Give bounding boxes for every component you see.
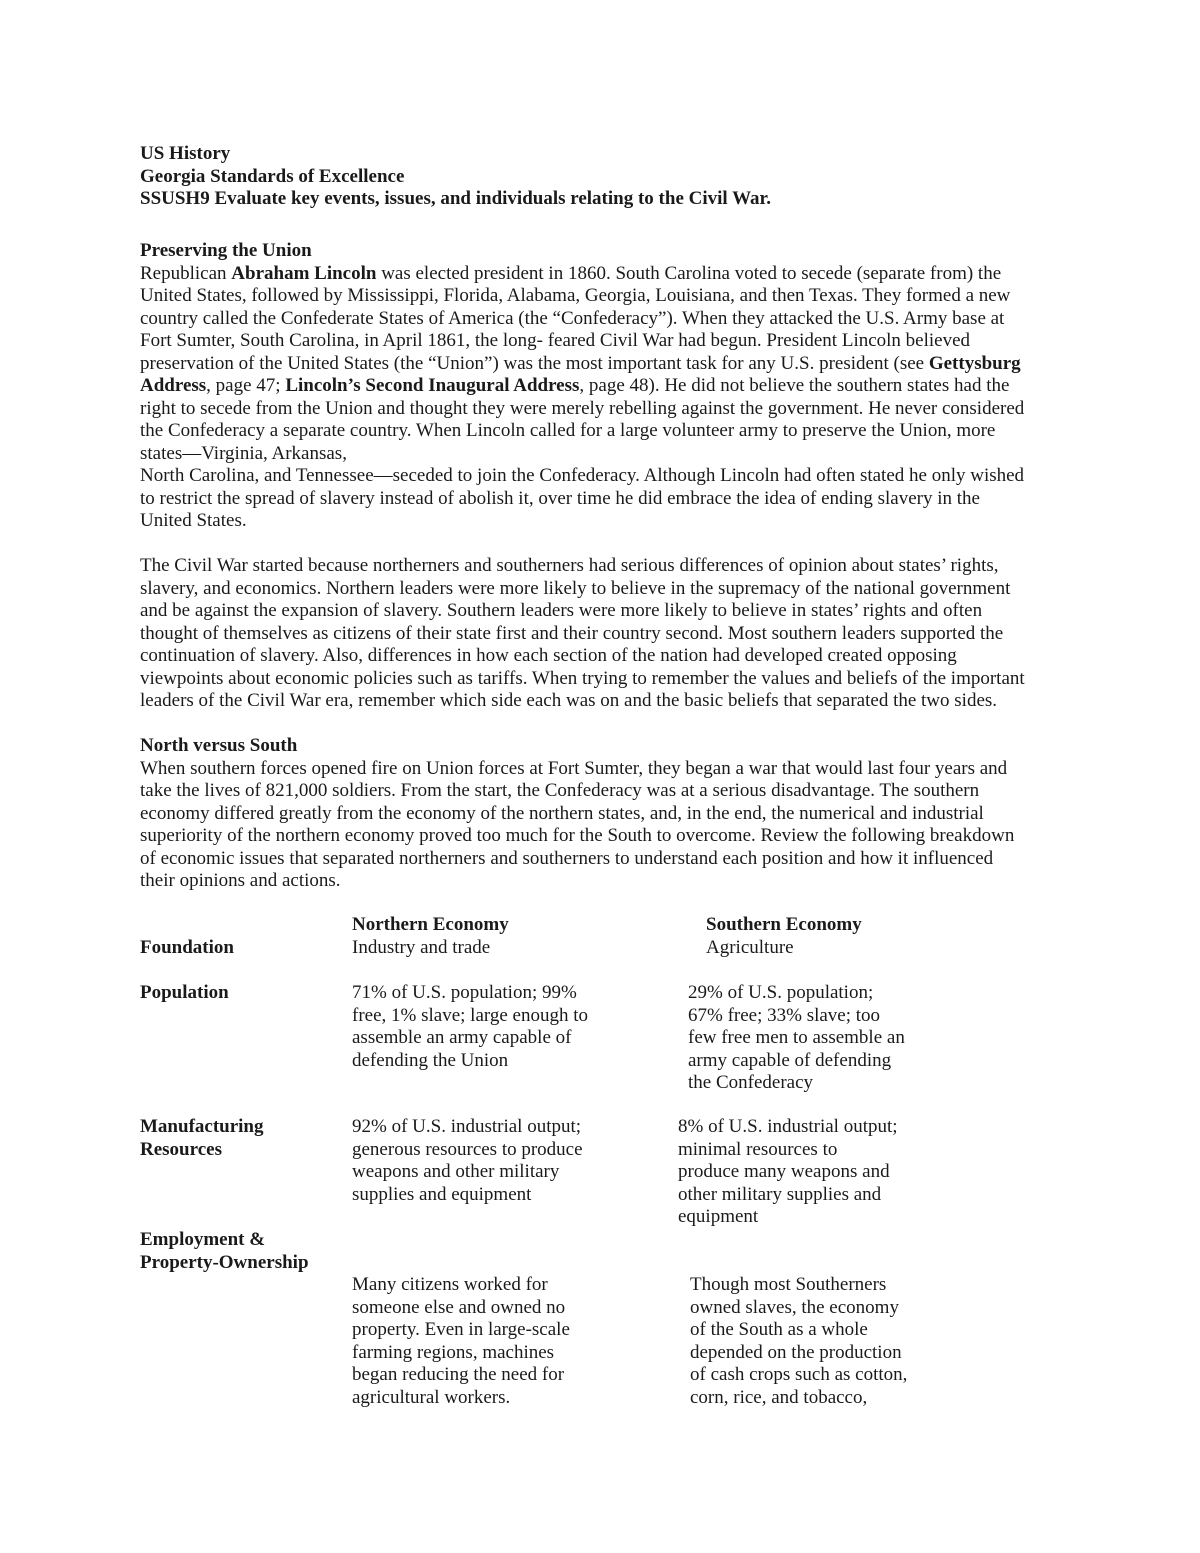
text-line: their opinions and actions. — [140, 870, 341, 891]
text-line: Resources — [140, 1138, 222, 1160]
standard-code-title: SSUSH9 Evaluate key events, issues, and individuals relating to the Civil War. — [140, 188, 771, 209]
text-line: of economic issues that separated northerners and southerners to understand each position and how it influenced — [140, 847, 994, 869]
course-title: US History — [140, 143, 231, 164]
row-label-manufacturing — [140, 1116, 264, 1161]
standards-title: Georgia Standards of Excellence — [140, 165, 405, 187]
text-line: of the South as a whole — [690, 1319, 868, 1340]
text-line: Property-Ownership — [140, 1251, 309, 1273]
text-line: leaders of the Civil War era, remember which side each was on and the basic beliefs that separated the two sides. — [140, 690, 998, 711]
text-line: Address, page 47; Lincoln’s Second Inaugural Address, page 48). He did not believe the southern states had the — [140, 375, 1010, 396]
text-line: the Confederacy — [688, 1072, 814, 1093]
text-line: states—Virginia, Arkansas, — [140, 442, 347, 464]
text-line: supplies and equipment — [352, 1183, 532, 1205]
text-line: economy differed greatly from the economy of the northern states, and, in the end, the numerical and industrial — [140, 802, 984, 824]
text-line: produce many weapons and — [678, 1161, 890, 1182]
text-line: to restrict the spread of slavery instead of abolish it, over time he did embrace the idea of ending slavery in the — [140, 487, 980, 509]
text-line: continuation of slavery. Also, differences in how each section of the nation had developed created opposing — [140, 645, 957, 666]
north-employment — [352, 1274, 570, 1409]
section-heading: North versus South — [140, 735, 298, 756]
south-foundation: Agriculture — [706, 937, 794, 958]
text-line: someone else and owned no — [352, 1296, 566, 1318]
text-line: of cash crops such as cotton, — [690, 1364, 908, 1385]
south-manufacturing — [678, 1116, 898, 1229]
text-line: generous resources to produce — [352, 1138, 583, 1160]
row-label-population: Population — [140, 982, 229, 1003]
text-line: United States, followed by Mississippi, Florida, Alabama, Georgia, Louisiana, and then Texas. They formed a new — [140, 285, 1011, 306]
section-preserving-union — [140, 240, 1065, 533]
section-paragraph — [140, 263, 1065, 533]
document-header — [140, 143, 1070, 211]
text-line: few free men to assemble an — [688, 1027, 905, 1048]
text-line: depended on the production — [690, 1341, 902, 1363]
text-line: free, 1% slave; large enough to — [352, 1004, 589, 1026]
text-line: right to secede from the Union and thought they were merely rebelling against the government. He never considered — [140, 397, 1025, 419]
text-line: agricultural workers. — [352, 1386, 511, 1408]
text-line: other military supplies and — [678, 1183, 882, 1205]
text-line: preservation of the United States (the “Union”) was the most important task for any U.S. president (see Gettysburg — [140, 352, 1021, 374]
section-paragraph — [140, 758, 1065, 893]
section-heading: Preserving the Union — [140, 240, 312, 261]
text-line: Employment & — [140, 1229, 266, 1250]
south-employment — [690, 1274, 907, 1409]
text-line: property. Even in large-scale — [352, 1319, 570, 1340]
text-line: defending the Union — [352, 1049, 509, 1071]
north-column-header: Northern Economy — [352, 914, 509, 935]
text-line: 92% of U.S. industrial output; — [352, 1116, 582, 1137]
text-line: Though most Southerners — [690, 1274, 887, 1295]
text-line: Manufacturing — [140, 1116, 264, 1137]
text-line: weapons and other military — [352, 1161, 560, 1182]
north-foundation: Industry and trade — [352, 937, 491, 958]
text-line: country called the Confederate States of America (the “Confederacy”). When they attacked the U.S. Army base at — [140, 307, 1005, 329]
text-line: Many citizens worked for — [352, 1274, 548, 1295]
text-line: thought of themselves as citizens of their state first and their country second. Most southern leaders supported the — [140, 622, 1004, 644]
south-population — [688, 982, 905, 1095]
text-line: and be against the expansion of slavery. Southern leaders were more likely to believe in states’ rights and often — [140, 600, 983, 621]
text-line: viewpoints about economic policies such as tariffs. When trying to remember the values and beliefs of the important — [140, 667, 1025, 689]
row-label-foundation: Foundation — [140, 937, 234, 958]
north-population — [352, 982, 588, 1072]
text-line: corn, rice, and tobacco, — [690, 1386, 868, 1408]
section-causes — [140, 555, 1065, 713]
section-paragraph — [140, 555, 1065, 713]
text-line: the Confederacy a separate country. When Lincoln called for a large volunteer army to preserve the Union, more — [140, 420, 996, 441]
text-line: North Carolina, and Tennessee—seceded to join the Confederacy. Although Lincoln had often stated he only wished — [140, 465, 1025, 486]
text-line: equipment — [678, 1206, 759, 1227]
text-line: 29% of U.S. population; — [688, 982, 874, 1003]
text-line: began reducing the need for — [352, 1364, 565, 1385]
text-line: army capable of defending — [688, 1049, 892, 1071]
north-manufacturing — [352, 1116, 583, 1206]
text-line: Fort Sumter, South Carolina, in April 1861, the long- feared Civil War had begun. President Lincoln believed — [140, 330, 971, 351]
text-line: assemble an army capable of — [352, 1027, 572, 1048]
text-line: 71% of U.S. population; 99% — [352, 982, 577, 1003]
text-line: 8% of U.S. industrial output; — [678, 1116, 898, 1137]
text-line: slavery, and economics. Northern leaders were more likely to believe in the supremacy of the national government — [140, 577, 1011, 599]
text-line: minimal resources to — [678, 1138, 838, 1160]
row-label-employment — [140, 1229, 309, 1274]
south-column-header: Southern Economy — [706, 914, 862, 935]
text-line: The Civil War started because northerners and southerners had serious differences of opinion about states’ rights, — [140, 555, 999, 576]
text-line: 67% free; 33% slave; too — [688, 1004, 881, 1026]
text-line: United States. — [140, 510, 247, 531]
text-line: owned slaves, the economy — [690, 1296, 899, 1318]
text-line: When southern forces opened fire on Union forces at Fort Sumter, they began a war that would last four years and — [140, 757, 1008, 779]
text-line: farming regions, machines — [352, 1341, 555, 1363]
text-line: take the lives of 821,000 soldiers. From the start, the Confederacy was at a serious disadvantage. The southern — [140, 780, 980, 801]
text-line: superiority of the northern economy proved too much for the South to overcome. Review the following breakdown — [140, 825, 1015, 846]
text-line: Republican Abraham Lincoln was elected president in 1860. South Carolina voted to secede (separate from) the — [140, 262, 1002, 284]
section-north-vs-south — [140, 735, 1065, 893]
